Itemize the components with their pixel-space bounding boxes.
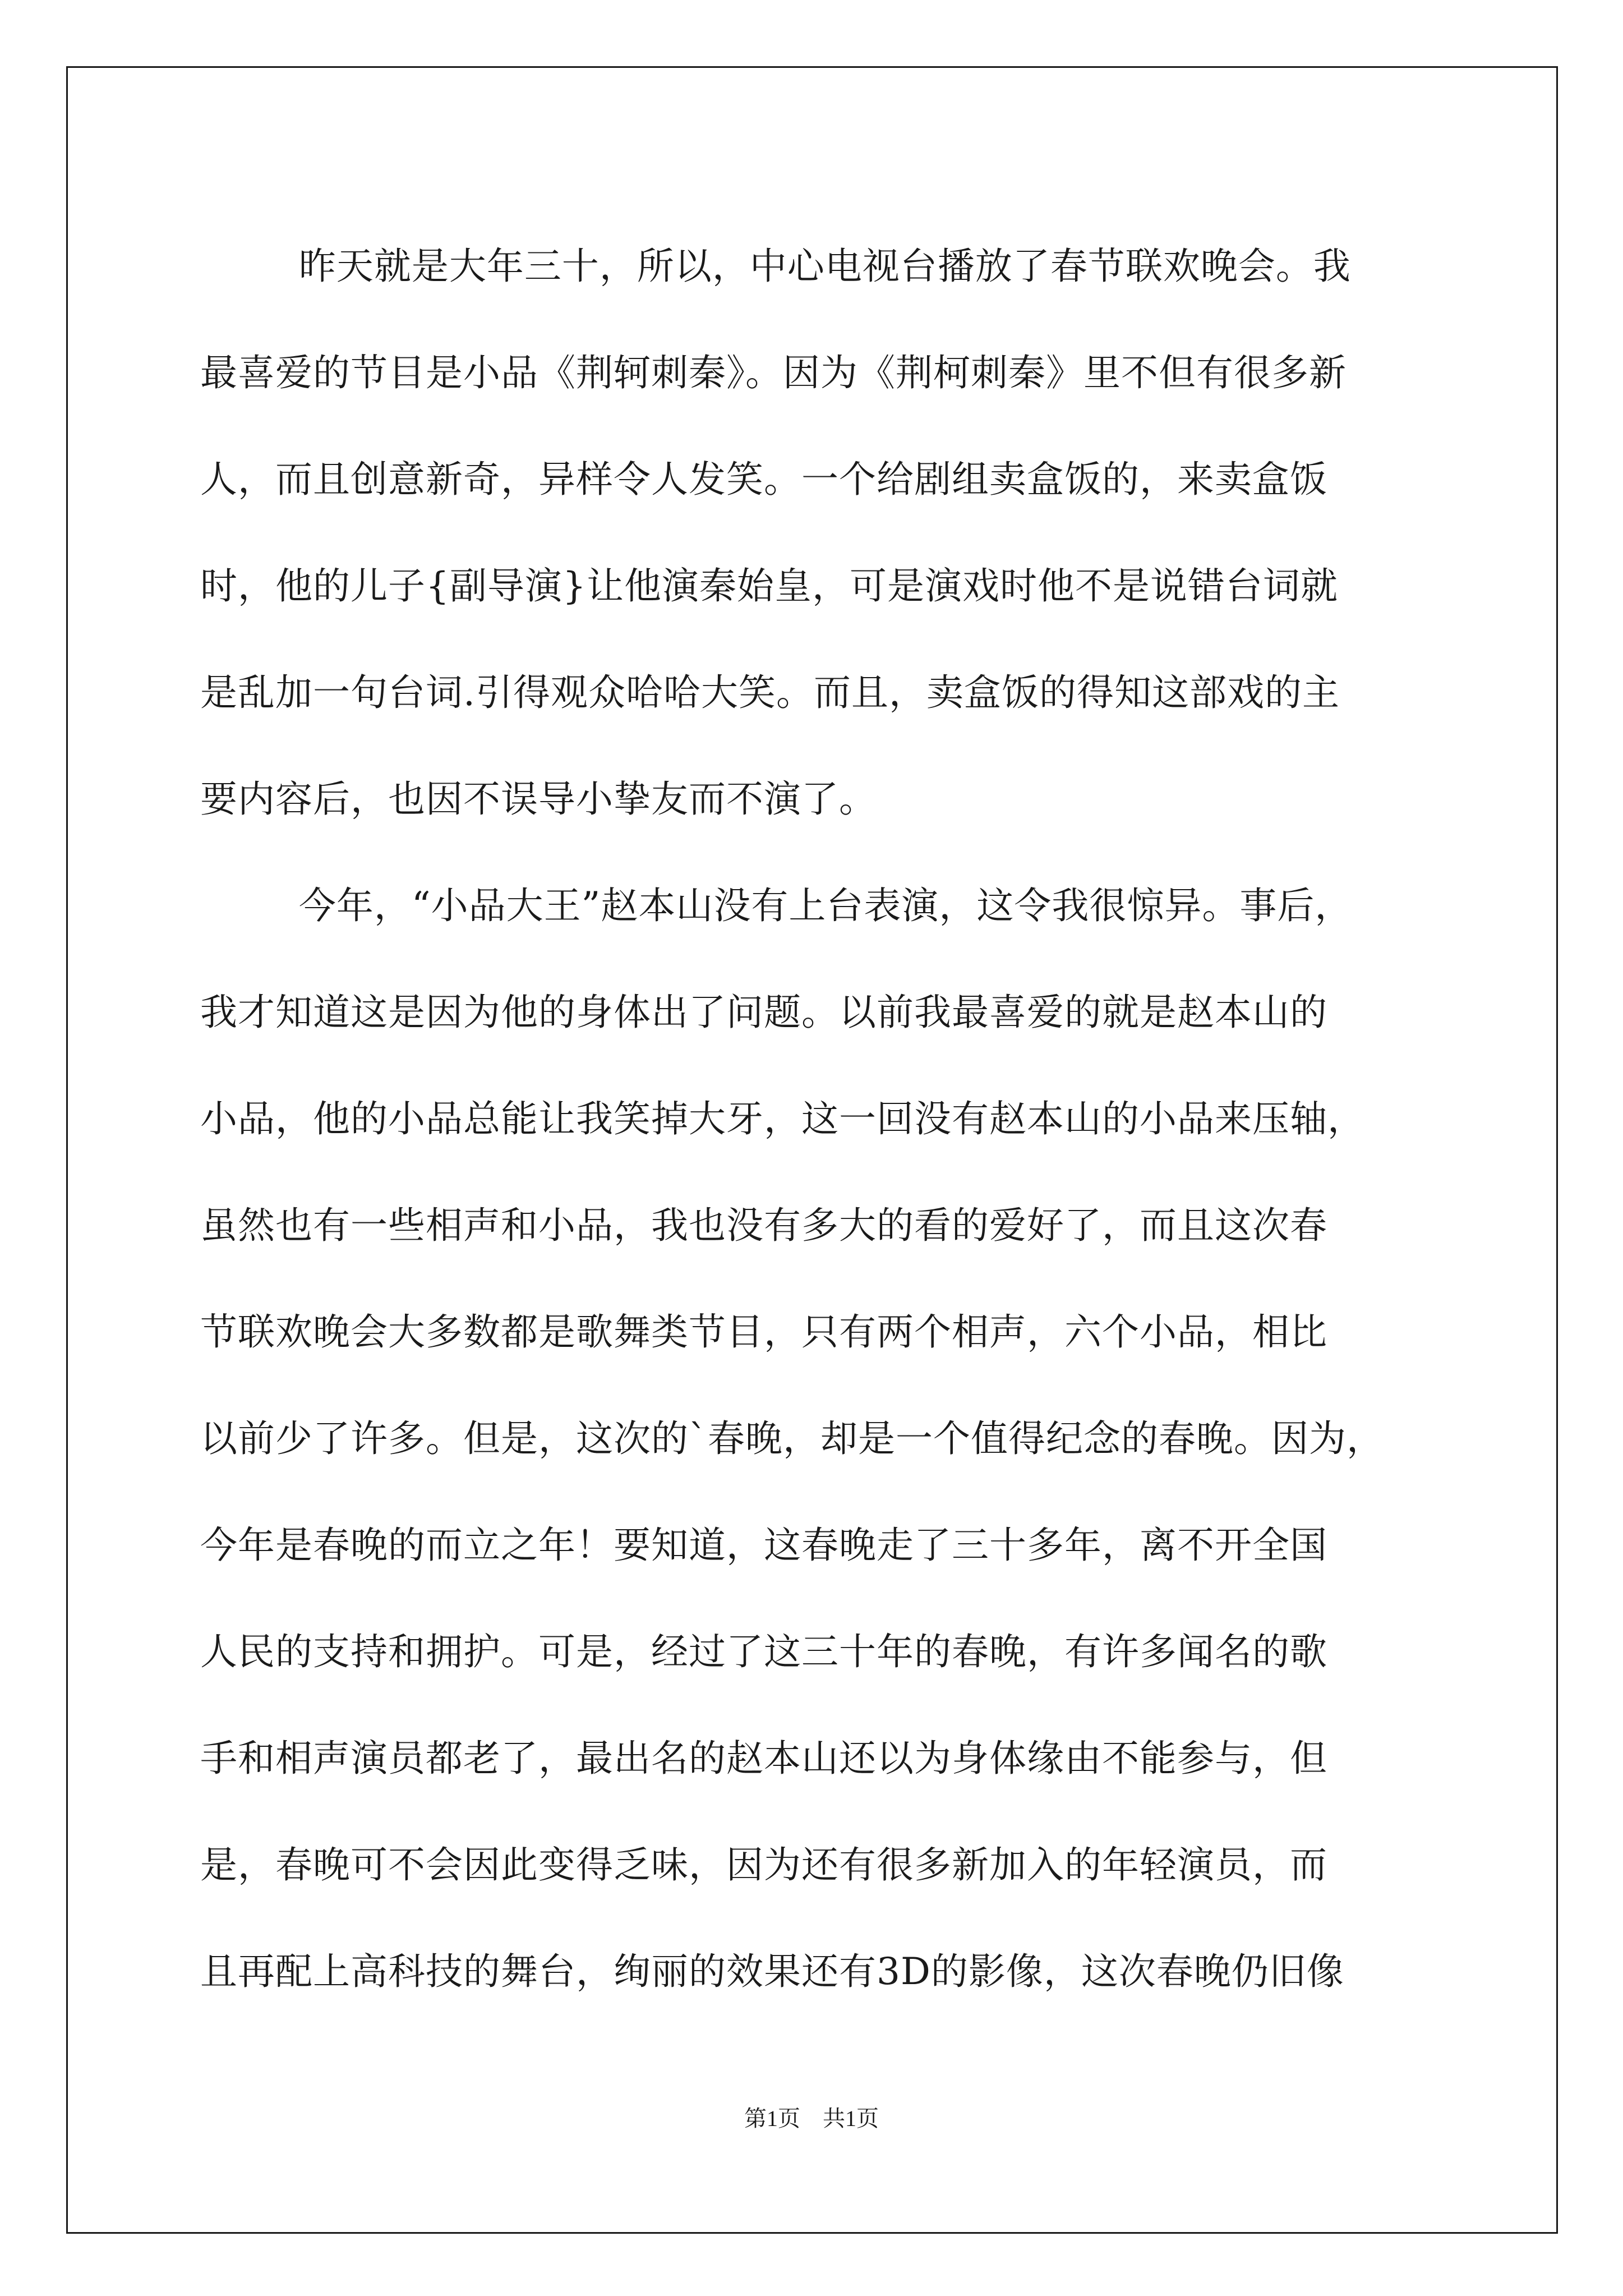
- text-line: 是乱加一句台词.引得观众哈哈大笑。而且，卖盒饭的得知这部戏的主: [200, 671, 1340, 714]
- text-line: 要内容后，也因不误导小挚友而不演了。: [200, 777, 877, 821]
- text-line: 时，他的儿子{副导演}让他演秦始皇，可是演戏时他不是说错台词就: [200, 564, 1338, 608]
- text-line: 虽然也有一些相声和小品，我也没有多大的看的爱好了，而且这次春: [200, 1204, 1327, 1247]
- text-line: 最喜爱的节目是小品《荆轲刺秦》。因为《荆柯刺秦》里不但有很多新: [200, 351, 1347, 394]
- text-line: 手和相声演员都老了，最出名的赵本山还以为身体缘由不能参与，但: [200, 1737, 1327, 1780]
- text-line: 且再配上高科技的舞台，绚丽的效果还有3D的影像，这次春晚仍旧像: [200, 1950, 1344, 1993]
- text-line: 是，春晚可不会因此变得乏味，因为还有很多新加入的年轻演员，而: [200, 1843, 1327, 1887]
- page-number-current: 第1页: [744, 2106, 800, 2131]
- page-footer: [0, 2101, 1623, 2133]
- page-number-total: 共1页: [823, 2106, 879, 2131]
- text-line: 今年是春晚的而立之年！要知道，这春晚走了三十多年，离不开全国: [200, 1524, 1327, 1567]
- text-line: 小品，他的小品总能让我笑掉大牙，这一回没有赵本山的小品来压轴，: [200, 1097, 1365, 1140]
- text-line: 节联欢晚会大多数都是歌舞类节目，只有两个相声，六个小品，相比: [200, 1310, 1327, 1354]
- text-line: 人，而且创意新奇，异样令人发笑。一个给剧组卖盒饭的，来卖盒饭: [200, 458, 1327, 501]
- text-line: 以前少了许多。但是，这次的`春晚，却是一个值得纪念的春晚。因为，: [200, 1417, 1384, 1460]
- text-line: 昨天就是大年三十，所以，中心电视台播放了春节联欢晚会。我: [200, 245, 1351, 288]
- document-body: [200, 213, 1434, 2025]
- text-line: 今年，“小品大王”赵本山没有上台表演，这令我很惊异。事后，: [200, 884, 1353, 927]
- text-line: 我才知道这是因为他的身体出了问题。以前我最喜爱的就是赵本山的: [200, 991, 1327, 1034]
- text-line: 人民的支持和拥护。可是，经过了这三十年的春晚，有许多闻名的歌: [200, 1630, 1327, 1673]
